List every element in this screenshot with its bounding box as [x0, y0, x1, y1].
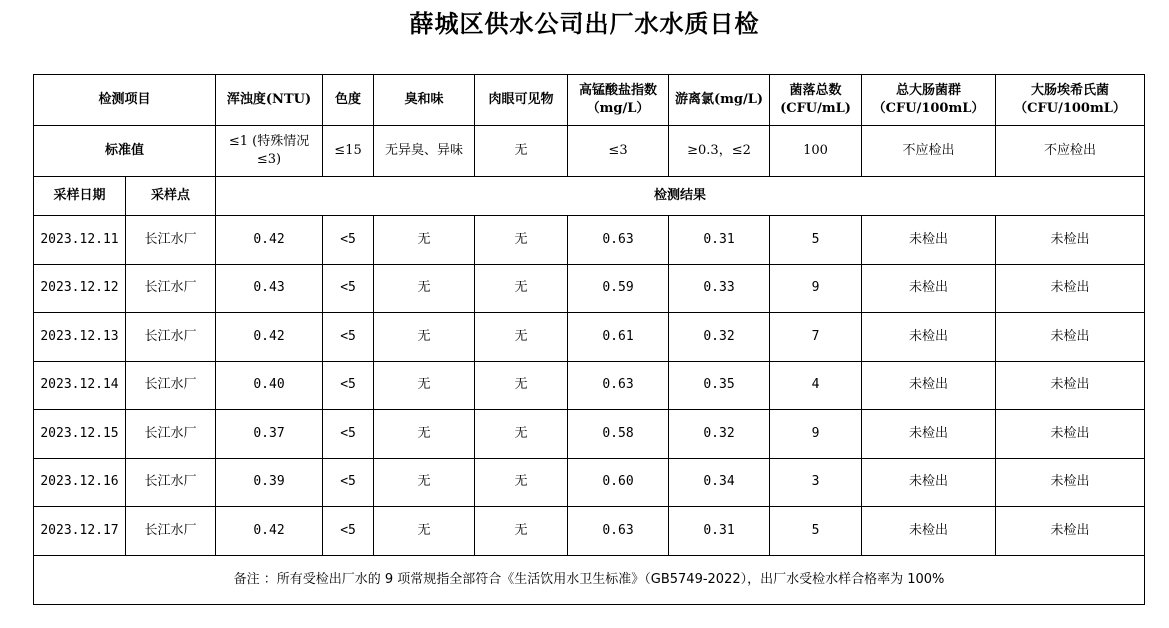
cell-turbidity: 0.42 [216, 507, 323, 556]
cell-visible: 无 [475, 264, 568, 313]
header-visible: 肉眼可见物 [475, 75, 568, 126]
subheader-site: 采样点 [126, 177, 216, 216]
cell-cod: 0.63 [568, 361, 669, 410]
cell-site: 长江水厂 [126, 458, 216, 507]
header-colony-unit: (CFU/mL) [780, 101, 851, 116]
cell-date: 2023.12.14 [34, 361, 126, 410]
cell-date: 2023.12.12 [34, 264, 126, 313]
cell-visible: 无 [475, 507, 568, 556]
cell-coliform: 未检出 [862, 264, 996, 313]
cell-ecoli: 未检出 [996, 313, 1145, 362]
cell-site: 长江水厂 [126, 264, 216, 313]
cell-ecoli: 未检出 [996, 410, 1145, 459]
table-row [34, 313, 1145, 362]
cell-odor: 无 [374, 507, 475, 556]
standard-ecoli: 不应检出 [996, 126, 1145, 177]
cell-date: 2023.12.11 [34, 216, 126, 265]
table-row [34, 264, 1145, 313]
cell-date: 2023.12.13 [34, 313, 126, 362]
data-rows [34, 216, 1145, 556]
standard-label: 标准值 [34, 126, 216, 177]
standard-odor: 无异臭、异味 [374, 126, 475, 177]
cell-coliform: 未检出 [862, 216, 996, 265]
cell-chlorine: 0.35 [669, 361, 770, 410]
standard-cod: ≤3 [568, 126, 669, 177]
cell-turbidity: 0.40 [216, 361, 323, 410]
cell-colony: 3 [770, 458, 862, 507]
cell-odor: 无 [374, 313, 475, 362]
cell-turbidity: 0.39 [216, 458, 323, 507]
header-coliform-title: 总大肠菌群 [896, 83, 962, 98]
cell-ecoli: 未检出 [996, 361, 1145, 410]
cell-colony: 9 [770, 264, 862, 313]
cell-color: <5 [323, 507, 374, 556]
cell-colony: 9 [770, 410, 862, 459]
cell-ecoli: 未检出 [996, 264, 1145, 313]
page-title: 薛城区供水公司出厂水水质日检 [409, 9, 760, 38]
cell-coliform: 未检出 [862, 361, 996, 410]
cell-chlorine: 0.32 [669, 313, 770, 362]
cell-color: <5 [323, 458, 374, 507]
header-chlorine: 游离氯(mg/L) [669, 75, 770, 126]
header-cod-unit: （mg/L） [586, 101, 650, 116]
standard-turbidity: ≤1 (特殊情况≤3) [216, 126, 323, 177]
cell-color: <5 [323, 361, 374, 410]
header-colony [770, 75, 862, 126]
header-coliform [862, 75, 996, 126]
cell-site: 长江水厂 [126, 410, 216, 459]
cell-visible: 无 [475, 313, 568, 362]
cell-ecoli: 未检出 [996, 216, 1145, 265]
cell-cod: 0.58 [568, 410, 669, 459]
cell-cod: 0.63 [568, 216, 669, 265]
cell-colony: 5 [770, 216, 862, 265]
cell-coliform: 未检出 [862, 458, 996, 507]
cell-cod: 0.61 [568, 313, 669, 362]
cell-cod: 0.63 [568, 507, 669, 556]
cell-colony: 7 [770, 313, 862, 362]
subheader-results: 检测结果 [216, 177, 1145, 216]
header-ecoli-unit: （CFU/100mL） [1014, 101, 1126, 116]
cell-chlorine: 0.34 [669, 458, 770, 507]
standard-colony: 100 [770, 126, 862, 177]
cell-turbidity: 0.43 [216, 264, 323, 313]
table-row [34, 361, 1145, 410]
standard-chlorine: ≥0.3，≤2 [669, 126, 770, 177]
header-ecoli [996, 75, 1145, 126]
cell-visible: 无 [475, 458, 568, 507]
header-coliform-unit: （CFU/100mL） [872, 101, 985, 116]
cell-turbidity: 0.37 [216, 410, 323, 459]
standard-row [34, 126, 1145, 177]
cell-date: 2023.12.16 [34, 458, 126, 507]
cell-visible: 无 [475, 361, 568, 410]
header-ecoli-title: 大肠埃希氏菌 [1031, 83, 1110, 98]
cell-color: <5 [323, 313, 374, 362]
cell-visible: 无 [475, 216, 568, 265]
header-item: 检测项目 [34, 75, 216, 126]
standard-coliform: 不应检出 [862, 126, 996, 177]
cell-ecoli: 未检出 [996, 458, 1145, 507]
header-odor: 臭和味 [374, 75, 475, 126]
cell-odor: 无 [374, 216, 475, 265]
cell-odor: 无 [374, 264, 475, 313]
cell-site: 长江水厂 [126, 216, 216, 265]
cell-colony: 5 [770, 507, 862, 556]
cell-date: 2023.12.17 [34, 507, 126, 556]
note-text: 备注 ：所有受检出厂水的 9 项常规指全部符合《生活饮用水卫生标准》（GB5749-2022），出厂水受检水样合格率为 100% [34, 555, 1145, 604]
cell-turbidity: 0.42 [216, 216, 323, 265]
cell-colony: 4 [770, 361, 862, 410]
table-row [34, 507, 1145, 556]
cell-chlorine: 0.33 [669, 264, 770, 313]
subheader-date: 采样日期 [34, 177, 126, 216]
cell-date: 2023.12.15 [34, 410, 126, 459]
cell-odor: 无 [374, 410, 475, 459]
header-cod-title: 高锰酸盐指数 [579, 83, 658, 98]
cell-chlorine: 0.32 [669, 410, 770, 459]
header-row [34, 75, 1145, 126]
cell-coliform: 未检出 [862, 313, 996, 362]
cell-color: <5 [323, 264, 374, 313]
cell-color: <5 [323, 216, 374, 265]
cell-site: 长江水厂 [126, 313, 216, 362]
cell-chlorine: 0.31 [669, 507, 770, 556]
cell-cod: 0.59 [568, 264, 669, 313]
cell-odor: 无 [374, 458, 475, 507]
table-row [34, 410, 1145, 459]
header-colony-title: 菌落总数 [789, 83, 842, 98]
cell-site: 长江水厂 [126, 507, 216, 556]
standard-color: ≤15 [323, 126, 374, 177]
subheader-row [34, 177, 1145, 216]
note-row [34, 555, 1145, 604]
cell-odor: 无 [374, 361, 475, 410]
cell-ecoli: 未检出 [996, 507, 1145, 556]
cell-turbidity: 0.42 [216, 313, 323, 362]
table-row [34, 458, 1145, 507]
cell-coliform: 未检出 [862, 410, 996, 459]
header-cod [568, 75, 669, 126]
standard-visible: 无 [475, 126, 568, 177]
cell-color: <5 [323, 410, 374, 459]
cell-coliform: 未检出 [862, 507, 996, 556]
water-quality-table [33, 74, 1145, 605]
cell-site: 长江水厂 [126, 361, 216, 410]
cell-chlorine: 0.31 [669, 216, 770, 265]
header-turbidity: 浑浊度(NTU) [216, 75, 323, 126]
table-row [34, 216, 1145, 265]
cell-cod: 0.60 [568, 458, 669, 507]
cell-visible: 无 [475, 410, 568, 459]
header-color: 色度 [323, 75, 374, 126]
